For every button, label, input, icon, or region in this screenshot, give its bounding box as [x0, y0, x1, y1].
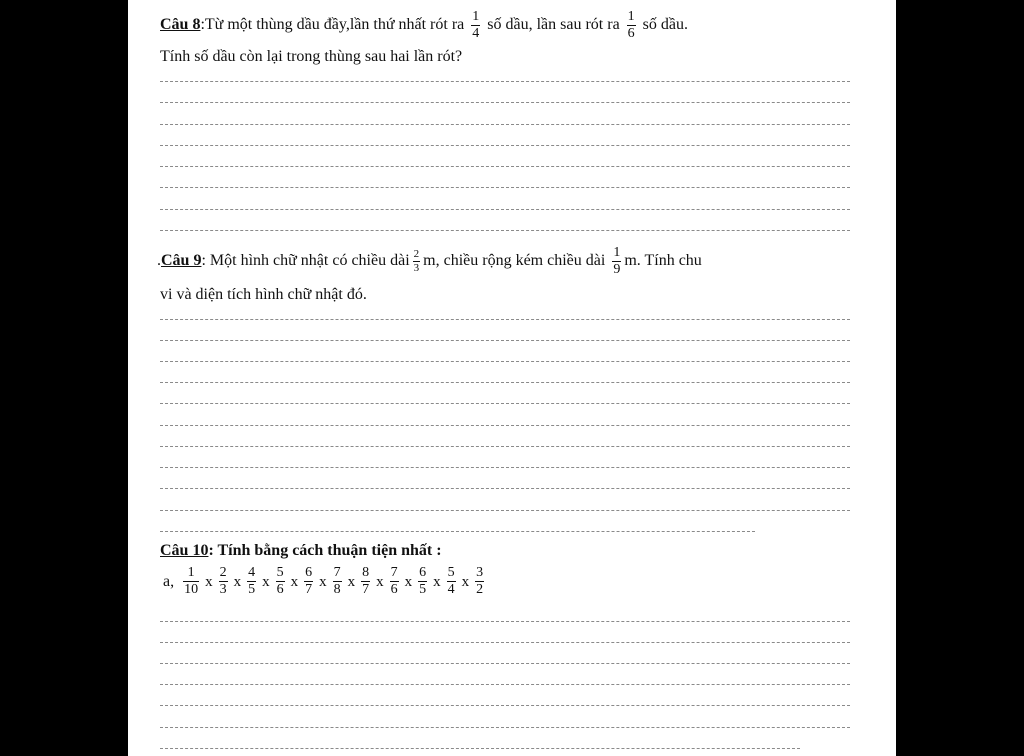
q9-fraction-1: $\frac{2}{3}$ — [413, 248, 420, 274]
answer-line — [160, 81, 850, 82]
q8-line-2: Tính số dầu còn lại trong thùng sau hai lần rót? — [160, 48, 463, 65]
q8-fraction-1: $\frac{1}{4}$ — [472, 9, 480, 41]
times-sign: x — [319, 573, 327, 590]
answer-line — [160, 230, 850, 231]
q10-product — [180, 566, 487, 597]
fraction: $\frac{8}{7}$ — [362, 565, 370, 597]
fraction: $\frac{3}{2}$ — [476, 565, 484, 597]
answer-line — [160, 531, 755, 532]
q8-text-b: số dầu, lần sau rót ra — [487, 16, 620, 34]
answer-line — [160, 166, 850, 167]
q8-line-1 — [160, 10, 688, 41]
q9-text-c: m. Tính chu — [624, 252, 702, 270]
answer-line — [160, 187, 850, 188]
fraction: $\frac{6}{7}$ — [305, 565, 313, 597]
q8-text-c: số dầu. — [642, 16, 688, 34]
q10-heading — [160, 541, 442, 561]
answer-line — [160, 403, 850, 404]
times-sign: x — [433, 573, 441, 590]
q9-line-2: vi và diện tích hình chữ nhật đó. — [160, 286, 367, 303]
q8-fraction-2: $\frac{1}{6}$ — [627, 9, 635, 41]
times-sign: x — [376, 573, 384, 590]
answer-line — [160, 361, 850, 362]
times-sign: x — [233, 573, 242, 590]
q9-label: Câu 9 — [161, 252, 202, 270]
answer-line — [160, 510, 850, 511]
answer-line — [160, 621, 850, 622]
answer-line — [160, 124, 850, 125]
times-sign: x — [290, 573, 299, 590]
answer-line — [160, 102, 850, 103]
fraction: $\frac{7}{8}$ — [333, 565, 341, 597]
times-sign: x — [404, 573, 413, 590]
q10-expression — [163, 566, 487, 597]
q10-part-label: a, — [163, 572, 175, 590]
answer-line — [160, 727, 850, 728]
q9-text-b: m, chiều rộng kém chiều dài — [423, 252, 606, 270]
answer-line — [160, 382, 850, 383]
answer-line — [160, 684, 850, 685]
q8-text-a: :Từ một thùng dầu đầy,lần thứ nhất rót ra — [200, 16, 465, 34]
answer-line — [160, 446, 850, 447]
fraction: $\frac{5}{4}$ — [447, 565, 455, 597]
answer-line — [160, 145, 850, 146]
times-sign: x — [205, 573, 213, 590]
answer-line — [160, 642, 850, 643]
answer-line — [160, 663, 850, 664]
q8-label: Câu 8 — [160, 16, 201, 34]
answer-line — [160, 705, 850, 706]
q9-prefix: . — [157, 252, 161, 270]
fraction: $\frac{7}{6}$ — [390, 565, 398, 597]
fraction: $\frac{4}{5}$ — [248, 565, 256, 597]
answer-line — [160, 209, 850, 210]
q10-label: Câu 10 — [160, 542, 209, 559]
fraction: $\frac{6}{5}$ — [419, 565, 427, 597]
fraction: $\frac{1}{10}$ — [184, 565, 199, 597]
answer-line — [160, 488, 850, 489]
answer-line — [160, 748, 800, 749]
times-sign: x — [262, 573, 270, 590]
times-sign: x — [347, 573, 356, 590]
answer-line — [160, 425, 850, 426]
answer-line — [160, 467, 850, 468]
answer-line — [160, 319, 850, 320]
q9-line-1 — [157, 246, 702, 277]
answer-line — [160, 340, 850, 341]
times-sign: x — [461, 573, 470, 590]
fraction: $\frac{5}{6}$ — [276, 565, 284, 597]
q10-title: : Tính bằng cách thuận tiện nhất : — [208, 542, 442, 559]
fraction: $\frac{2}{3}$ — [219, 565, 227, 597]
q9-fraction-2: $\frac{1}{9}$ — [613, 245, 621, 277]
q9-text-a: : Một hình chữ nhật có chiều dài — [201, 252, 410, 270]
